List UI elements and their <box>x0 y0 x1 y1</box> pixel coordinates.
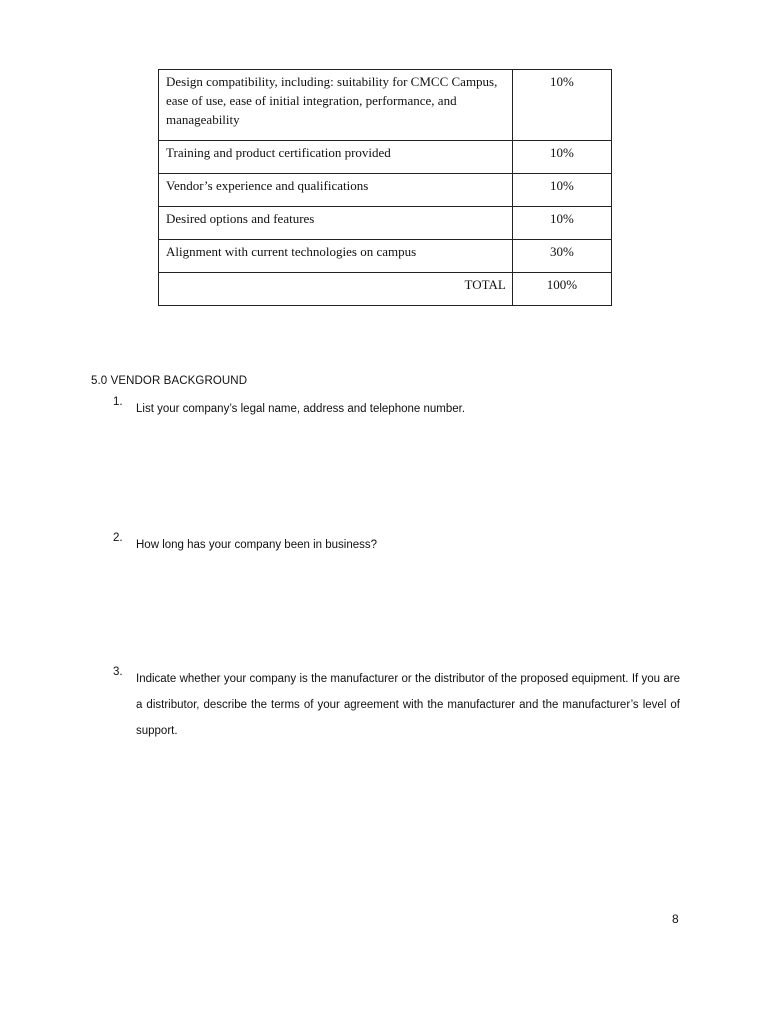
total-label: TOTAL <box>159 273 513 306</box>
evaluation-criteria-table <box>158 69 612 306</box>
weight-cell: 30% <box>512 240 611 273</box>
table-row <box>159 240 612 273</box>
weight-cell: 10% <box>512 174 611 207</box>
criterion-cell: Alignment with current technologies on campus <box>159 240 513 273</box>
weight-cell: 10% <box>512 141 611 174</box>
question-number: 1. <box>113 396 123 408</box>
weight-cell: 10% <box>512 70 611 141</box>
question-item <box>113 666 680 744</box>
question-text: How long has your company been in business? <box>136 539 378 551</box>
question-number: 2. <box>113 532 123 544</box>
question-text: List your company’s legal name, address and telephone number. <box>136 403 466 415</box>
table-row <box>159 207 612 240</box>
question-item <box>113 532 680 558</box>
table-row <box>159 70 612 141</box>
question-number: 3. <box>113 666 123 678</box>
criterion-cell: Training and product certification provided <box>159 141 513 174</box>
weight-cell: 10% <box>512 207 611 240</box>
total-value: 100% <box>512 273 611 306</box>
page-number: 8 <box>672 912 679 926</box>
total-row <box>159 273 612 306</box>
criterion-cell: Desired options and features <box>159 207 513 240</box>
question-text: Indicate whether your company is the manufacturer or the distributor of the proposed equipment. If you are a distributor, describe the terms of your agreement with the manufacturer and the manufacturer’s level of support. <box>136 673 680 737</box>
section-heading: 5.0 VENDOR BACKGROUND <box>91 375 248 387</box>
table-row <box>159 141 612 174</box>
question-item <box>113 396 680 422</box>
table-row <box>159 174 612 207</box>
criterion-cell: Vendor’s experience and qualifications <box>159 174 513 207</box>
criterion-cell: Design compatibility, including: suitability for CMCC Campus, ease of use, ease of initial integration, performance, and manageability <box>159 70 513 141</box>
